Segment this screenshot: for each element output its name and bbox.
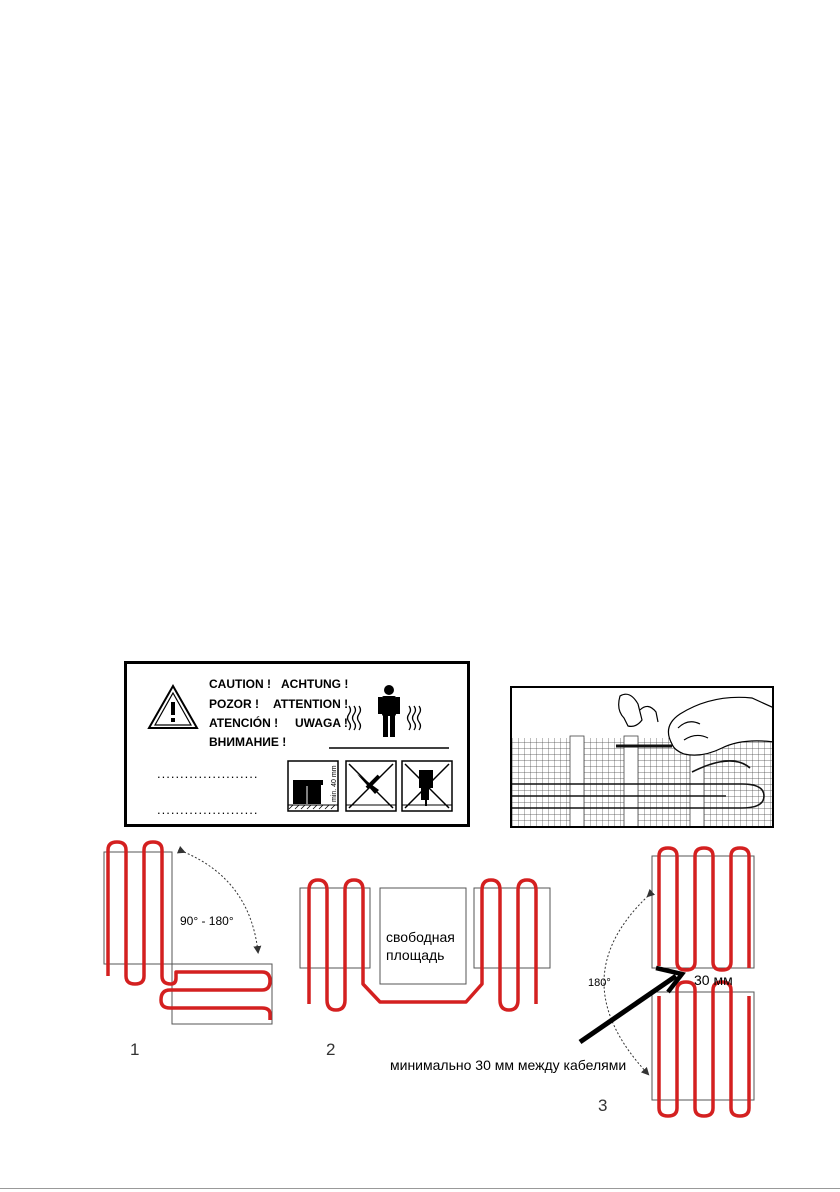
warning-word: ATENCIÓN ! [209, 716, 279, 730]
page-bottom-rule [0, 1188, 840, 1189]
cable-layout-diagrams [0, 830, 840, 1130]
person-heat-icon [327, 682, 451, 752]
warning-word: UWAGA ! [295, 716, 348, 730]
no-cutting-icon [345, 760, 397, 812]
diagram-2-free-area [300, 880, 550, 1010]
free-area-label: площадь [386, 947, 445, 963]
dotted-line: ...................... [157, 802, 259, 817]
hand-fixing-cable-photo [510, 686, 774, 828]
warning-word: ACHTUNG ! [281, 677, 349, 691]
no-drilling-icon [401, 760, 453, 812]
furniture-note-svg [327, 762, 339, 806]
figure-number: 1 [130, 1040, 140, 1059]
figure-number: 3 [598, 1096, 608, 1115]
angle-label-3: 180° [588, 977, 611, 989]
angle-label-1: 90° - 180° [180, 914, 234, 928]
warning-word: CAUTION ! [209, 677, 271, 691]
gap-label: 30 мм [694, 972, 733, 988]
warning-word: ATTENTION ! [273, 697, 349, 711]
warning-triangle-icon [147, 684, 199, 730]
warning-word: ВНИМАНИЕ ! [209, 735, 287, 749]
warning-word: POZOR ! [209, 697, 259, 711]
diagram-1-corner-turn [104, 842, 272, 1024]
free-area-label: свободная [386, 929, 455, 945]
furniture-note: min. 40 mm [331, 765, 338, 802]
dotted-line: ...................... [157, 766, 259, 781]
caution-label [124, 661, 470, 827]
spacing-note: минимально 30 мм между кабелями [390, 1057, 627, 1073]
figure-number: 2 [326, 1040, 336, 1059]
